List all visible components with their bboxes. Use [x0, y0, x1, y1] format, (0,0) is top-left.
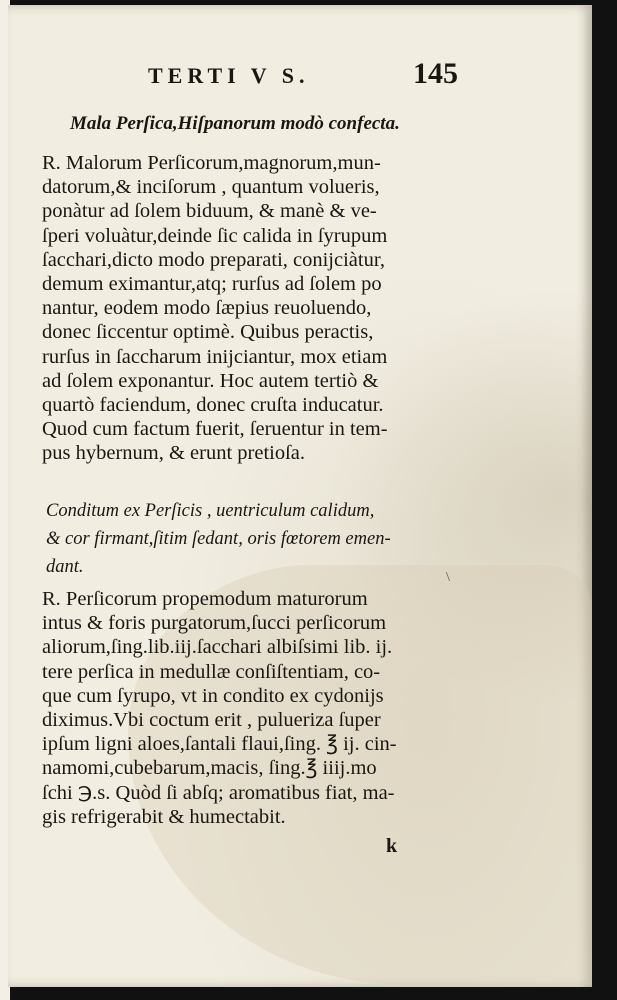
running-head: TERTI V S.: [148, 63, 310, 88]
text-line: que cum ſyrupo, vt in condito ex cydonijs: [42, 684, 384, 707]
text-line: ſacchari,dicto modo preparati, conijciàtur,: [42, 248, 385, 271]
text-line: R. Perſicorum propemodum maturorum: [42, 588, 368, 610]
section-2-body: [42, 587, 487, 829]
book-page: [8, 5, 592, 987]
page-number: 145: [413, 57, 458, 90]
text-line: datorum,& inciſorum , quantum volueris,: [42, 176, 380, 199]
text-line: R. Malorum Perſicorum,magnorum,mun-: [42, 152, 381, 174]
text-line: ſchi ℈.s. Quòd ſi abſq; aromatibus fiat, ma-: [42, 781, 395, 804]
text-line: namomi,cubebarum,macis, ſing.℥ iiij.mo: [42, 757, 377, 780]
text-line: pus hybernum, & erunt pretioſa.: [42, 442, 306, 465]
text-line: ponàtur ad ſolem biduum, & manè & ve-: [42, 200, 377, 223]
text-line: diximus.Vbi coctum erit , pulueriza ſuper: [42, 709, 381, 732]
catchword: k: [386, 835, 398, 857]
text-line: Quod cum factum fuerit, ſeruentur in tem-: [42, 418, 388, 441]
section-2-title: [46, 497, 491, 581]
title-line: & cor firmant,ſitim ſedant, oris fœtorem emen-: [46, 529, 391, 549]
text-line: gis refrigerabit & humectabit.: [42, 805, 286, 828]
text-line: donec ſiccentur optimè. Quibus peractis,: [42, 321, 374, 344]
text-line: quartò faciendum, donec cruſta inducatur.: [42, 394, 384, 417]
section-1-body: [42, 151, 487, 466]
title-line: Conditum ex Perſicis , uentriculum calidum,: [46, 501, 375, 521]
text-line: ipſum ligni aloes,ſantali flaui,ſing. ℥ ij. cin-: [42, 733, 397, 756]
text-line: ad ſolem exponantur. Hoc autem tertiò &: [42, 369, 379, 392]
text-line: aliorum,ſing.lib.iij.ſacchari albiſsimi lib. ij.: [42, 636, 393, 659]
section-1-title: Mala Perſica,Hiſpanorum modò confecta.: [70, 113, 400, 134]
text-line: nantur, eodem modo ſæpius reuoluendo,: [42, 297, 372, 320]
title-line: dant.: [46, 557, 84, 577]
page-header: [8, 57, 592, 97]
text-line: demum eximantur,atq; rurſus ad ſolem po: [42, 273, 382, 296]
text-line: intus & foris purgatorum,ſucci perſicorum: [42, 612, 387, 635]
text-line: ſperi voluàtur,deinde ſic calida in ſyrupum: [42, 224, 388, 247]
text-line: tere perſica in medullæ conſiſtentiam, co-: [42, 660, 381, 683]
text-line: rurſus in ſaccharum inijciantur, mox etiam: [42, 345, 388, 368]
margin-mark: \: [446, 570, 450, 585]
